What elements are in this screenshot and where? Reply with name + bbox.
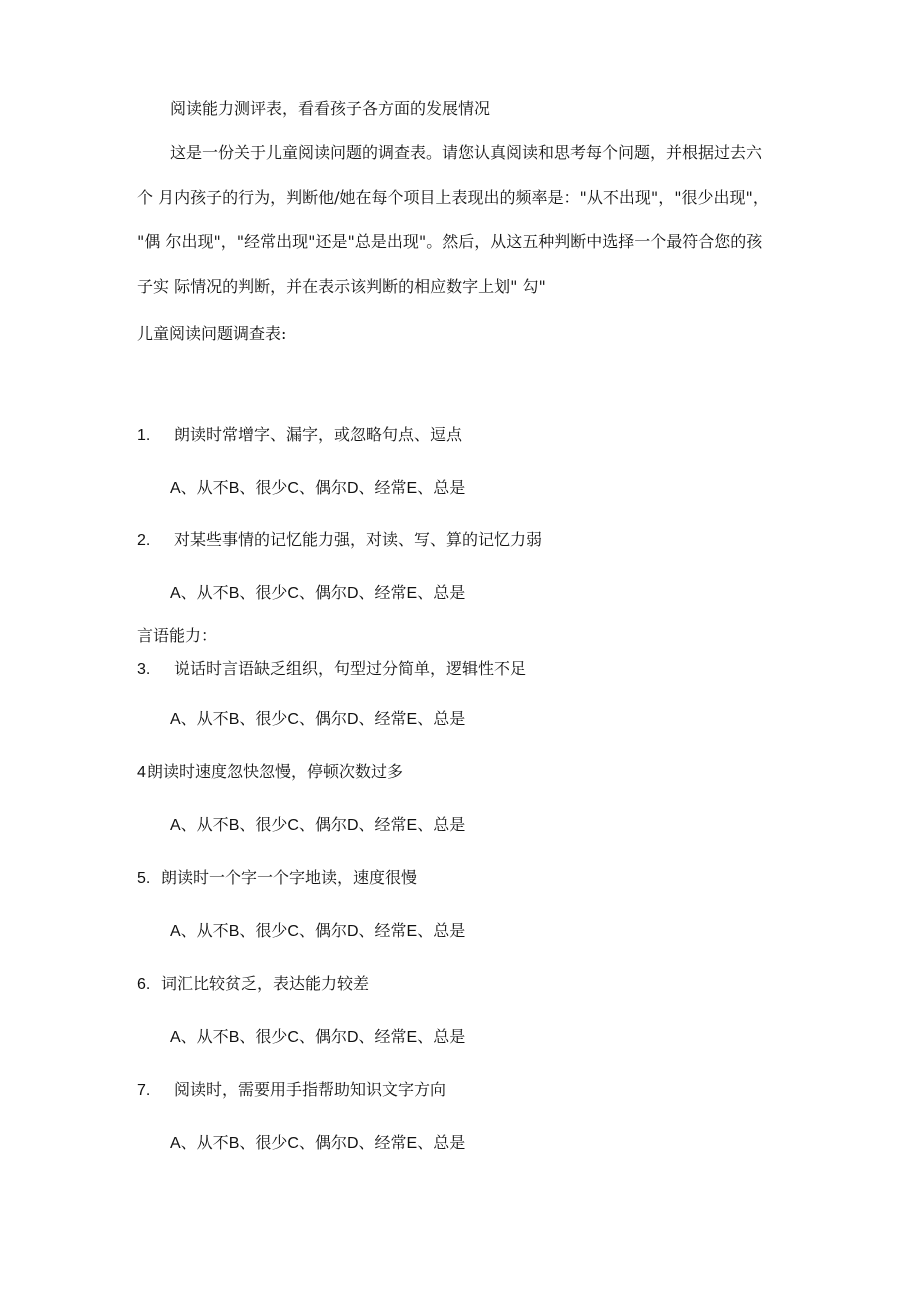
option-c-label[interactable]: 、偶尔 [298,815,347,834]
section-label-verbal: 言语能力： [137,626,218,645]
option-e-label[interactable]: 、总是 [417,583,466,602]
option-b-letter[interactable]: B [228,923,240,940]
question-1-options [170,478,465,499]
question-4-options [170,815,465,836]
option-d-letter[interactable]: D [346,1135,359,1152]
option-e-letter[interactable]: E [406,585,418,602]
option-c-label[interactable]: 、偶尔 [298,478,347,497]
option-d-letter[interactable]: D [346,711,359,728]
option-c-label[interactable]: 、偶尔 [298,709,347,728]
option-d-label[interactable]: 、经常 [358,709,407,728]
option-b-label[interactable]: 、很少 [239,1027,288,1046]
option-e-letter[interactable]: E [406,480,418,497]
question-2 [137,530,542,551]
question-6 [137,974,369,995]
option-b-letter[interactable]: B [228,1029,240,1046]
document-title: 阅读能力测评表，看看孩子各方面的发展情况 [170,99,491,118]
question-5 [137,868,417,889]
option-b-letter[interactable]: B [228,585,240,602]
option-d-label[interactable]: 、经常 [358,1027,407,1046]
intro-line-4: 子实 际情况的判断，并在表示该判断的相应数字上划" 勾" [137,277,546,296]
option-e-label[interactable]: 、总是 [417,1133,466,1152]
option-a-letter[interactable]: A [170,480,181,497]
survey-subtitle: 儿童阅读问题调查表: [137,324,287,343]
option-d-letter[interactable]: D [346,923,359,940]
question-number: 7. [137,1082,151,1099]
option-b-label[interactable]: 、很少 [239,583,288,602]
option-e-label[interactable]: 、总是 [417,815,466,834]
option-c-letter[interactable]: C [287,1029,299,1046]
option-e-label[interactable]: 、总是 [417,709,466,728]
option-a-letter[interactable]: A [170,1135,181,1152]
option-b-letter[interactable]: B [228,480,240,497]
option-d-label[interactable]: 、经常 [358,478,407,497]
option-d-letter[interactable]: D [346,1029,359,1046]
option-d-label[interactable]: 、经常 [358,921,407,940]
question-6-options [170,1027,465,1048]
question-number: 5. [137,870,151,887]
question-number: 3. [137,661,151,678]
intro-line-2: 个 月内孩子的行为，判断他/她在每个项目上表现出的频率是："从不出现"，"很少出现"， [137,188,769,207]
option-b-letter[interactable]: B [228,1135,240,1152]
option-a-label[interactable]: 、从不 [180,921,229,940]
option-a-letter[interactable]: A [170,711,181,728]
option-e-label[interactable]: 、总是 [417,478,466,497]
intro-line-1: 这是一份关于儿童阅读问题的调查表。请您认真阅读和思考每个问题，并根据过去六 [170,143,763,162]
question-text: 词汇比较贫乏，表达能力较差 [161,974,370,993]
option-e-letter[interactable]: E [406,711,418,728]
option-b-label[interactable]: 、很少 [239,815,288,834]
option-d-letter[interactable]: D [346,817,359,834]
question-text: 阅读时，需要用手指帮助知识文字方向 [174,1080,447,1099]
option-c-label[interactable]: 、偶尔 [298,921,347,940]
option-a-label[interactable]: 、从不 [180,478,229,497]
option-e-letter[interactable]: E [406,1029,418,1046]
option-a-letter[interactable]: A [170,585,181,602]
question-1 [137,425,462,446]
option-b-letter[interactable]: B [228,711,240,728]
question-number: 6. [137,976,151,993]
question-3-options [170,709,465,730]
option-c-letter[interactable]: C [287,480,299,497]
option-e-label[interactable]: 、总是 [417,1027,466,1046]
option-b-label[interactable]: 、很少 [239,709,288,728]
option-a-label[interactable]: 、从不 [180,815,229,834]
option-b-label[interactable]: 、很少 [239,478,288,497]
option-d-label[interactable]: 、经常 [358,1133,407,1152]
option-d-label[interactable]: 、经常 [358,583,407,602]
option-c-label[interactable]: 、偶尔 [298,1133,347,1152]
question-2-options [170,583,465,604]
option-c-letter[interactable]: C [287,817,299,834]
option-b-label[interactable]: 、很少 [239,921,288,940]
question-text: 朗读时速度忽快忽慢，停顿次数过多 [147,762,404,781]
option-e-letter[interactable]: E [406,1135,418,1152]
option-a-letter[interactable]: A [170,923,181,940]
question-text: 朗读时常增字、漏字，或忽略句点、逗点 [174,425,463,444]
option-e-label[interactable]: 、总是 [417,921,466,940]
question-4: 4朗读时速度忽快忽慢，停顿次数过多 [137,762,404,781]
option-e-letter[interactable]: E [406,817,418,834]
option-a-letter[interactable]: A [170,817,181,834]
question-5-options [170,921,465,942]
option-b-letter[interactable]: B [228,817,240,834]
question-number: 1. [137,427,151,444]
option-c-letter[interactable]: C [287,1135,299,1152]
intro-line-3: "偶 尔出现"，"经常出现"还是"总是出现"。然后，从这五种判断中选择一个最符合您的孩 [137,232,763,251]
option-c-letter[interactable]: C [287,711,299,728]
option-d-label[interactable]: 、经常 [358,815,407,834]
option-a-letter[interactable]: A [170,1029,181,1046]
question-text: 说话时言语缺乏组织，句型过分简单，逻辑性不足 [174,659,527,678]
option-a-label[interactable]: 、从不 [180,1133,229,1152]
option-c-label[interactable]: 、偶尔 [298,583,347,602]
option-e-letter[interactable]: E [406,923,418,940]
question-7 [137,1080,446,1101]
option-d-letter[interactable]: D [346,480,359,497]
question-7-options [170,1133,465,1154]
option-c-letter[interactable]: C [287,923,299,940]
option-c-letter[interactable]: C [287,585,299,602]
question-text: 朗读时一个字一个字地读，速度很慢 [161,868,418,887]
question-text: 对某些事情的记忆能力强，对读、写、算的记忆力弱 [174,530,543,549]
option-a-label[interactable]: 、从不 [180,1027,229,1046]
question-number: 2. [137,532,151,549]
option-b-label[interactable]: 、很少 [239,1133,288,1152]
option-a-label[interactable]: 、从不 [180,583,229,602]
option-a-label[interactable]: 、从不 [180,709,229,728]
option-d-letter[interactable]: D [346,585,359,602]
option-c-label[interactable]: 、偶尔 [298,1027,347,1046]
question-3 [137,659,526,680]
